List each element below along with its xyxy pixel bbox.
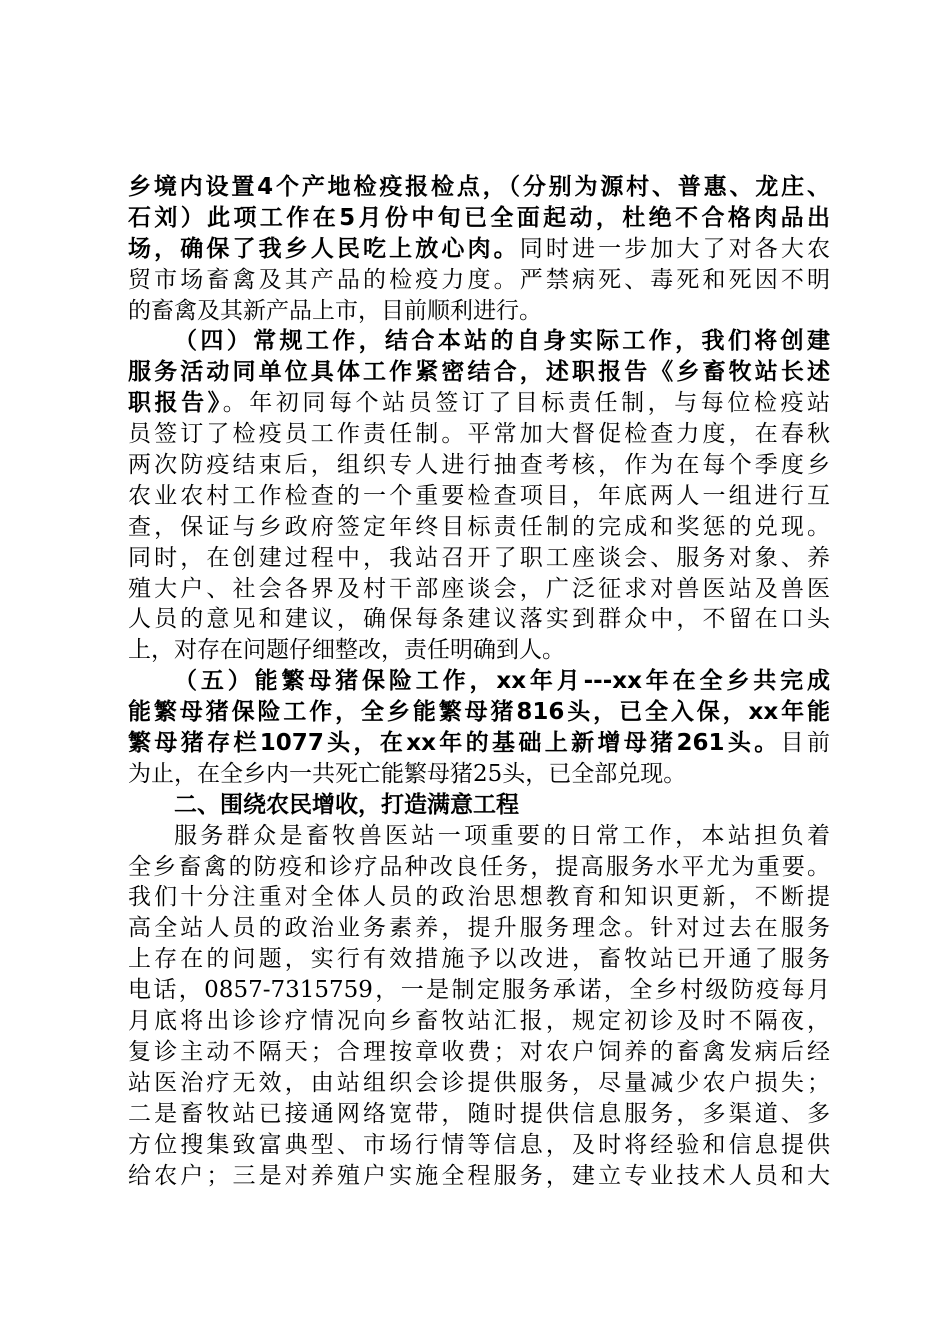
text-run: 二是畜牧站已接通网络宽带，随时提供信息服务，多渠道、多 [128,1100,830,1127]
text-run: 上存在的问题，实行有效措施予以改进，畜牧站已开通了服务 [128,946,830,973]
text-line [128,450,830,481]
text-run: 同时，在创建过程中，我站召开了职工座谈会、服务对象、养 [128,544,830,571]
text-line [128,821,830,852]
text-line [128,944,830,975]
text-line [128,728,830,759]
text-run: 站医治疗无效，由站组织会诊提供服务，尽量减少农户损失； [128,1069,830,1096]
text-line [128,1130,830,1161]
text-run: 能繁母猪保险工作，全乡能繁母猪816头，已全入保，xx年能 [128,699,830,726]
text-run: 目前 [780,730,831,757]
text-run-bold: 场，确保了我乡人民吃上放心肉。 [128,235,520,262]
text-line [128,604,830,635]
text-line [128,172,830,203]
text-run: 方位搜集致富典型、市场行情等信息，及时将经验和信息提供 [128,1131,830,1158]
text-line [128,326,830,357]
text-run: 查，保证与乡政府签定年终目标责任制的完成和奖惩的兑现。 [128,513,830,540]
text-line [128,1037,830,1068]
text-run: 同时进一步加大了对各大农 [519,235,831,262]
text-run: 复诊主动不隔天；合理按章收费；对农户饲养的畜禽发病后经 [128,1038,830,1065]
text-run: 全乡畜禽的防疫和诊疗品种改良任务，提高服务水平尤为重要。 [128,853,830,880]
text-line [128,481,830,512]
text-line [128,574,830,605]
text-run: 月底将出诊诊疗情况向乡畜牧站汇报，规定初诊及时不隔夜， [128,1008,830,1035]
text-run: 高全站人员的政治业务素养，提升服务理念。针对过去在服务 [128,915,830,942]
text-run: 殖大户、社会各界及村干部座谈会，广泛征求对兽医站及兽医 [128,575,830,602]
text-line [128,975,830,1006]
text-run: 我们十分注重对全体人员的政治思想教育和知识更新，不断提 [128,884,830,911]
text-run: 二、围绕农民增收，打造满意工程 [174,791,519,818]
text-line [128,882,830,913]
text-run: 给农户；三是对养殖户实施全程服务，建立专业技术人员和大 [128,1162,830,1189]
text-line [128,234,830,265]
text-line [128,512,830,543]
text-line [128,265,830,296]
text-line [128,635,830,666]
text-run: 服务群众是畜牧兽医站一项重要的日常工作，本站担负着 [174,822,830,849]
text-run: 服务活动同单位具体工作紧密结合，述职报告《乡畜牧站长述 [128,359,830,386]
text-run: 贸市场畜禽及其产品的检疫力度。严禁病死、毒死和死因不明 [128,266,830,293]
text-line [128,388,830,419]
document-body [128,172,830,1191]
text-run: 电话，0857-7315759，一是制定服务承诺，全乡村级防疫每月 [128,977,830,1004]
text-line [128,759,830,790]
text-line [128,1161,830,1192]
text-line [128,203,830,234]
text-run: 乡境内设置4个产地检疫报检点，（分别为源村、普惠、龙庄、 [128,174,830,200]
text-run: 为止，在全乡内一共死亡能繁母猪25头，已全部兑现。 [128,760,687,787]
section-heading [128,790,830,821]
text-line [128,296,830,327]
text-run-bold: 繁母猪存栏1077头，在xx年的基础上新增母猪261头。 [128,730,781,757]
text-line [128,543,830,574]
text-line [128,357,830,388]
text-line [128,666,830,697]
text-line [128,913,830,944]
text-run: 的畜禽及其新产品上市，目前顺利进行。 [128,297,542,324]
text-run: 员签订了检疫员工作责任制。平常加大督促检查力度，在春秋 [128,421,830,448]
text-run: 上，对存在问题仔细整改，责任明确到人。 [128,637,565,664]
text-run: 。年初同每个站员签订了目标责任制，与每位检疫站 [222,390,831,417]
text-line [128,1006,830,1037]
text-run: （四）常规工作，结合本站的自身实际工作，我们将创建 [174,328,830,355]
text-run: 农业农村工作检查的一个重要检查项目，年底两人一组进行互 [128,482,830,509]
text-line [128,1099,830,1130]
text-line [128,1068,830,1099]
text-run-bold: 职报告》 [128,390,223,417]
text-run: 两次防疫结束后，组织专人进行抽查考核，作为在每个季度乡 [128,452,830,479]
text-line [128,852,830,883]
text-line [128,419,830,450]
text-line [128,697,830,728]
text-run: 人员的意见和建议，确保每条建议落实到群众中，不留在口头 [128,606,830,633]
text-run: 石刘）此项工作在5月份中旬已全面起动，杜绝不合格肉品出 [128,204,830,231]
text-run: （五）能繁母猪保险工作，xx年月---xx年在全乡共完成 [174,668,830,695]
